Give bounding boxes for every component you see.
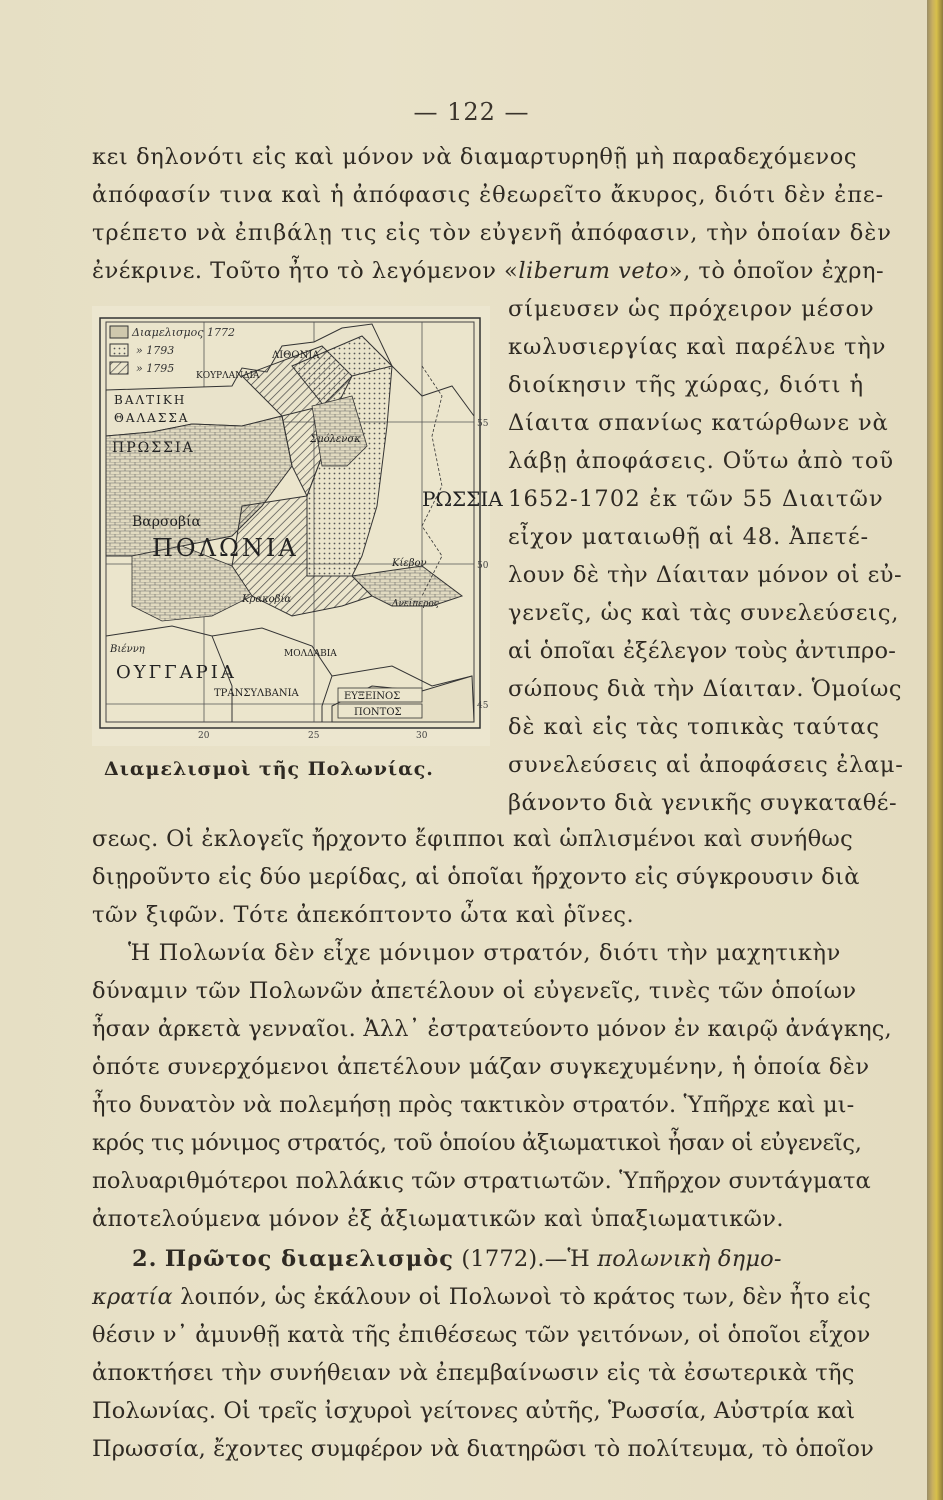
text-line: ἀποτελούμενα μόνον ἐξ ἀξιωματικῶν καὶ ὑπαξιωματικῶν. — [92, 1206, 784, 1232]
text-line: γενεῖς, ὡς καὶ τὰς συνελεύσεις, — [508, 600, 900, 626]
section-heading-line — [132, 1244, 782, 1274]
map-caption: Διαμελισμοὶ τῆς Πολωνίας. — [104, 758, 434, 780]
page-number: — 122 — — [413, 98, 530, 126]
section-number: 2. — [132, 1246, 158, 1272]
legend-label: Διαμελισμος 1772 — [132, 326, 235, 339]
text-line: δύναμιν τῶν Πολωνῶν ἀπετέλουν οἱ εὐγενεῖς, τινὲς τῶν ὁποίων — [92, 978, 857, 1004]
text-line: σώπους διὰ τὴν Δίαιταν. Ὁμοίως — [508, 676, 902, 702]
map-label-city: Σμόλενσκ — [310, 434, 361, 445]
text-line: 1652-1702 ἐκ τῶν 55 Διαιτῶν — [508, 486, 884, 512]
map-label-country: ΡΩΣΣΙΑ — [422, 487, 503, 511]
italic-term: πολωνικὴ δημο- — [597, 1246, 782, 1272]
text-line: ὁπότε συνερχόμενοι ἀπετέλουν μάζαν συγκεχυμένην, ἡ ὁποία δὲν — [92, 1054, 870, 1080]
text-line: διοίκησιν τῆς χώρας, διότι ἡ — [508, 372, 865, 398]
section-heading: Πρῶτος διαμελισμὸς — [164, 1246, 454, 1272]
text-line: θέσιν ν᾽ ἀμυνθῇ κατὰ τῆς ἐπιθέσεως τῶν γειτόνων, οἱ ὁποῖοι εἶχον — [92, 1322, 871, 1348]
text-fragment: », τὸ ὁποῖον ἐχρη- — [668, 258, 885, 284]
italic-term: κρατία — [92, 1284, 173, 1310]
text-line: ἀπόφασίν τινα καὶ ἡ ἀπόφασις ἐθεωρεῖτο ἄκυρος, διότι δὲν ἐπε- — [92, 182, 884, 208]
map-svg — [92, 306, 503, 746]
text-line: κωλυσιεργίας καὶ παρέλυε τὴν — [508, 334, 887, 360]
map-label-region: ΜΟΛΔΑΒΙΑ — [284, 649, 337, 659]
text-line: βάνοντο διὰ γενικῆς συγκαταθέ- — [508, 790, 898, 816]
text-line: λάβῃ ἀποφάσεις. Οὕτω ἀπὸ τοῦ — [508, 448, 894, 474]
section-year: (1772). — [461, 1246, 545, 1272]
map-label-river: Δνείπερος — [392, 599, 439, 609]
text-line: αἱ ὁποῖαι ἐξέλεγον τοὺς ἀντιπρο- — [508, 638, 897, 664]
map-figure — [92, 306, 503, 746]
text-line: διῃροῦντο εἰς δύο μερίδας, αἱ ὁποῖαι ἤρχοντο εἰς σύγκρουσιν διὰ — [92, 864, 860, 890]
text-line: ἦσαν ἀρκετὰ γενναῖοι. Ἀλλ᾽ ἐστρατεύοντο μόνον ἐν καιρῷ ἀνάγκης, — [92, 1016, 892, 1042]
text-line: εἶχον ματαιωθῇ αἱ 48. Ἀπετέ- — [508, 524, 869, 550]
text-line: κρός τις μόνιμος στρατός, τοῦ ὁποίου ἀξιωματικοὶ ἦσαν οἱ εὐγενεῖς, — [92, 1130, 862, 1156]
lat-tick: 45 — [477, 701, 489, 711]
map-label-region: ΛΙΘΟΝΙΑ — [272, 350, 320, 361]
text-line: συνελεύσεις αἱ ἀποφάσεις ἐλαμ- — [508, 752, 904, 778]
legend-label: » 1795 — [136, 362, 175, 375]
map-label-country: ΟΥΓΓΑΡΙΑ — [116, 662, 237, 683]
text-line: Πολωνίας. Οἱ τρεῖς ἰσχυροὶ γείτονες αὐτῆς, Ῥωσσία, Αὐστρία καὶ — [92, 1398, 856, 1424]
legend-label: » 1793 — [136, 344, 175, 357]
lon-tick: 20 — [198, 731, 210, 741]
text-line — [92, 1282, 871, 1312]
text-fragment: λοιπόν, ὡς ἐκάλουν οἱ Πολωνοὶ τὸ κράτος των, δὲν ἦτο εἰς — [172, 1284, 871, 1310]
map-label-city: Βιέννη — [110, 644, 145, 655]
map-label-sea: ΒΑΛΤΙΚΗ — [114, 393, 187, 407]
text-line: σίμευσεν ὡς πρόχειρον μέσον — [508, 296, 875, 322]
text-fragment: ἐνέκρινε. Τοῦτο ἦτο τὸ λεγόμενον « — [92, 258, 519, 284]
map-label-city: Κίεβον — [392, 558, 427, 569]
map-label-sea: ΕΥΞΕΙΝΟΣ — [344, 691, 401, 702]
paragraph-start: Ἡ Πολωνία δὲν εἶχε μόνιμον στρατόν, διότι τὴν μαχητικὴν — [128, 940, 841, 966]
text-line: Δίαιτα σπανίως κατώρθωνε νὰ — [508, 410, 889, 436]
lat-tick: 55 — [477, 419, 489, 429]
map-label-region: ΠΡΩΣΣΙΑ — [112, 440, 195, 456]
text-line: κει δηλονότι εἰς καὶ μόνον νὰ διαμαρτυρηθῇ μὴ παραδεχόμενος — [92, 144, 858, 170]
text-fragment: —Ἡ — [544, 1246, 598, 1272]
map-label-sea: ΘΑΛΑΣΣΑ — [114, 411, 190, 425]
lat-tick: 50 — [477, 561, 489, 571]
map-label-region: ΤΡΑΝΣΥΛΒΑΝΙΑ — [214, 688, 299, 699]
lon-tick: 30 — [416, 731, 428, 741]
page-edge — [927, 0, 943, 1500]
map-label-sea: ΠΟΝΤΟΣ — [354, 707, 402, 718]
lon-tick: 25 — [308, 731, 320, 741]
italic-term: liberum veto — [518, 258, 669, 284]
text-line: σεως. Οἱ ἐκλογεῖς ἤρχοντο ἔφιπποι καὶ ὡπλισμένοι καὶ συνήθως — [92, 826, 853, 852]
text-line: ἀποκτήσει τὴν συνήθειαν νὰ ἐπεμβαίνωσιν εἰς τὰ ἐσωτερικὰ τῆς — [92, 1360, 855, 1386]
text-line — [92, 256, 884, 286]
map-label-country: ΠΟΛΩΝΙΑ — [152, 534, 299, 562]
map-label-region: ΚΟΥΡΛΑΝΔΙΑ — [196, 371, 260, 381]
text-line: τῶν ξιφῶν. Τότε ἀπεκόπτοντο ὦτα καὶ ῥῖνες. — [92, 902, 635, 928]
text-line: ἦτο δυνατὸν νὰ πολεμήσῃ πρὸς τακτικὸν στρατόν. Ὑπῆρχε καὶ μι- — [92, 1092, 855, 1118]
text-line: πολυαριθμότεροι πολλάκις τῶν στρατιωτῶν. Ὑπῆρχον συντάγματα — [92, 1168, 871, 1194]
map-label-city: Βαρσοβία — [132, 514, 201, 530]
text-line: λουν δὲ τὴν Δίαιταν μόνον οἱ εὐ- — [508, 562, 903, 588]
text-line: δὲ καὶ εἰς τὰς τοπικὰς ταύτας — [508, 714, 880, 740]
map-label-city: Κρακοβία — [242, 594, 292, 605]
text-line: τρέπετο νὰ ἐπιβάλῃ τις εἰς τὸν εὐγενῆ ἀπόφασιν, τὴν ὁποίαν δὲν — [92, 220, 892, 246]
text-line: Πρωσσία, ἔχοντες συμφέρον νὰ διατηρῶσι τὸ πολίτευμα, τὸ ὁποῖον — [92, 1436, 874, 1462]
